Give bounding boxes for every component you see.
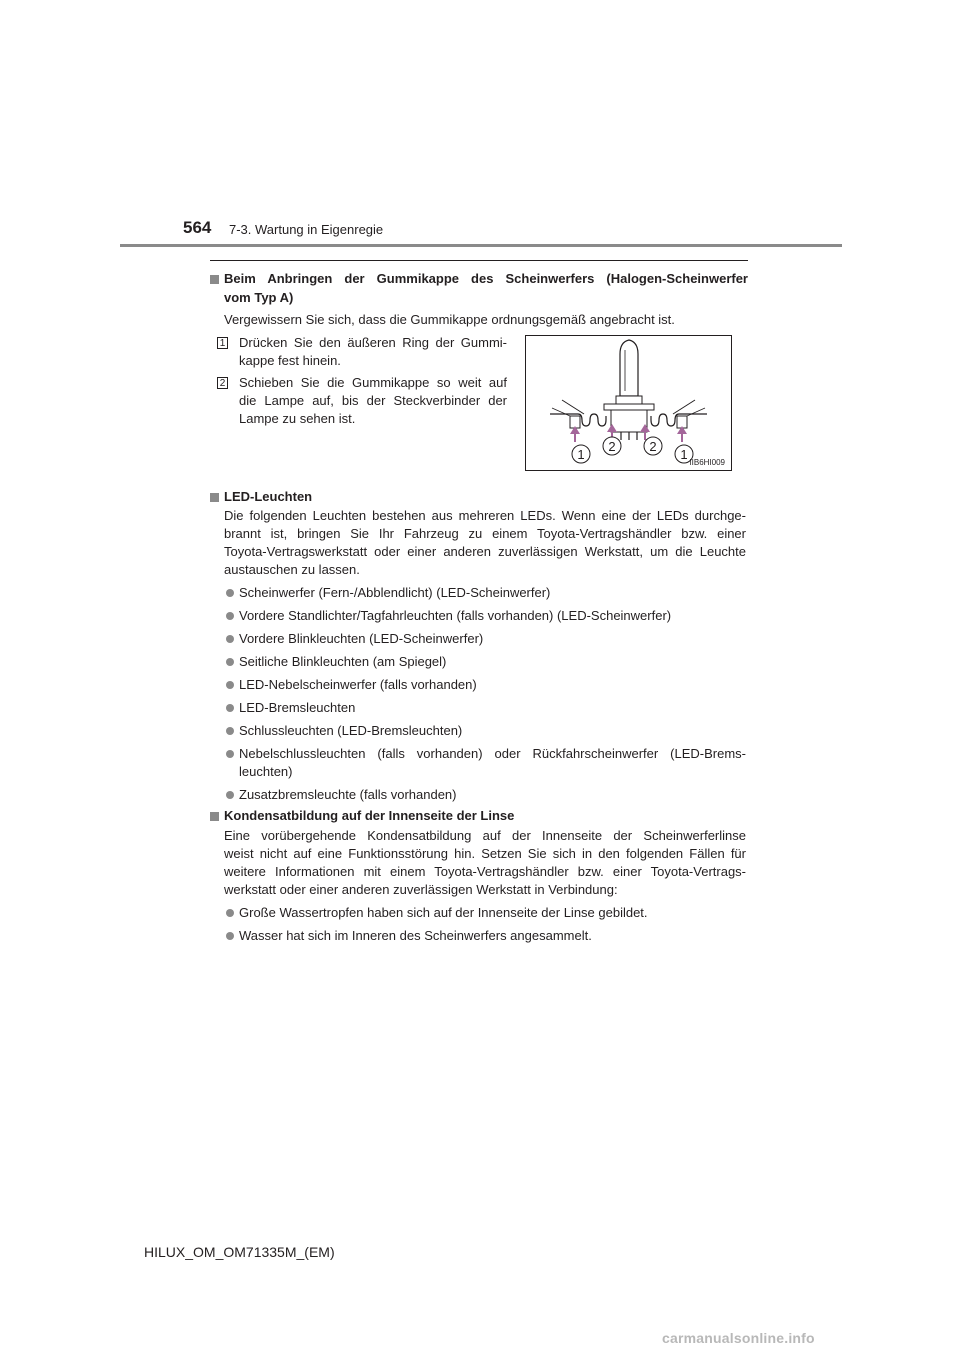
bullet-dot-icon: [226, 681, 234, 689]
step2-line2: die Lampe auf, bis der Steckverbinder der: [239, 393, 507, 408]
section-square-icon: [210, 812, 219, 821]
bullet-dot-icon: [226, 727, 234, 735]
section-divider: [210, 260, 748, 261]
callout-label: 2: [608, 439, 616, 454]
section2-para-line: Die folgenden Leuchten bestehen aus mehreren LEDs. Wenn eine der LEDs durchge-: [224, 508, 746, 523]
bullet-dot-icon: [226, 704, 234, 712]
section3-para-line: werkstatt oder einer anderen zuverlässigen Werkstatt in Verbindung:: [224, 882, 618, 897]
list-item: Vordere Standlichter/Tagfahrleuchten (falls vorhanden) (LED-Scheinwerfer): [239, 608, 672, 623]
bullet-dot-icon: [226, 635, 234, 643]
step-number-1: 1: [217, 337, 228, 349]
list-item: Seitliche Blinkleuchten (am Spiegel): [239, 654, 447, 669]
step1-line2: kappe fest hinein.: [239, 353, 341, 368]
step-number-2: 2: [217, 377, 228, 389]
section2-para-line: Toyota-Vertragswerkstatt oder einer anderen zuverlässigen Werkstatt, um die Leuchte: [224, 544, 746, 559]
list-item: Nebelschlussleuchten (falls vorhanden) oder Rückfahrscheinwerfer (LED-Brems-: [239, 746, 746, 761]
page-number: 564: [183, 218, 212, 237]
list-item: Schlussleuchten (LED-Bremsleuchten): [239, 723, 463, 738]
list-item: Große Wassertropfen haben sich auf der Innenseite der Linse gebildet.: [239, 905, 648, 920]
bullet-dot-icon: [226, 791, 234, 799]
section-square-icon: [210, 493, 219, 502]
bullet-dot-icon: [226, 658, 234, 666]
section1-intro: Vergewissern Sie sich, dass die Gummikappe ordnungsgemäß angebracht ist.: [224, 312, 675, 327]
bullet-dot-icon: [226, 909, 234, 917]
list-item-continuation: leuchten): [239, 764, 293, 779]
bullet-dot-icon: [226, 932, 234, 940]
list-item: Vordere Blinkleuchten (LED-Scheinwerfer): [239, 631, 484, 646]
section2-heading: LED-Leuchten: [224, 489, 313, 504]
section3-para-line: Eine vorübergehende Kondensatbildung auf der Innenseite der Scheinwerferlinse: [224, 828, 746, 843]
list-item: Wasser hat sich im Inneren des Scheinwerfers angesammelt.: [239, 928, 592, 943]
step1-line1: Drücken Sie den äußeren Ring der Gummi-: [239, 335, 507, 350]
chapter-title: 7-3. Wartung in Eigenregie: [229, 222, 384, 237]
list-item: LED-Bremsleuchten: [239, 700, 356, 715]
bullet-dot-icon: [226, 612, 234, 620]
bulb-illustration: [525, 335, 732, 471]
step2-line1: Schieben Sie die Gummikappe so weit auf: [239, 375, 507, 390]
header-divider: [120, 244, 842, 247]
callout-label: 2: [649, 439, 657, 454]
callout-label: 1: [680, 447, 688, 462]
document-code: HILUX_OM_OM71335M_(EM): [144, 1244, 335, 1260]
section1-heading-line2: vom Typ A): [224, 290, 294, 305]
figure-code: IIB6HI009: [689, 458, 725, 467]
bullet-dot-icon: [226, 750, 234, 758]
callout-label: 1: [577, 447, 585, 462]
bulb-diagram: [526, 336, 731, 470]
section1-heading-line1: Beim Anbringen der Gummikappe des Scheinwerfers (Halogen-Scheinwerfer: [224, 271, 748, 286]
watermark[interactable]: carmanualsonline.info: [662, 1330, 815, 1346]
list-item: LED-Nebelscheinwerfer (falls vorhanden): [239, 677, 477, 692]
section2-para-line: brannt ist, bringen Sie Ihr Fahrzeug zu einem Toyota-Vertragshändler bzw. einer: [224, 526, 746, 541]
list-item: Scheinwerfer (Fern-/Abblendlicht) (LED-Scheinwerfer): [239, 585, 551, 600]
section2-para-line: austauschen zu lassen.: [224, 562, 360, 577]
list-item: Zusatzbremsleuchte (falls vorhanden): [239, 787, 457, 802]
section3-para-line: weitere Informationen mit einem Toyota-Vertragshändler bzw. einer Toyota-Vertrags-: [224, 864, 746, 879]
section3-para-line: weist nicht auf eine Funktionsstörung hin. Setzen Sie sich in den folgenden Fällen für: [224, 846, 746, 861]
bullet-dot-icon: [226, 589, 234, 597]
step2-line3: Lampe zu sehen ist.: [239, 411, 356, 426]
section3-heading: Kondensatbildung auf der Innenseite der Linse: [224, 808, 515, 823]
section-square-icon: [210, 275, 219, 284]
